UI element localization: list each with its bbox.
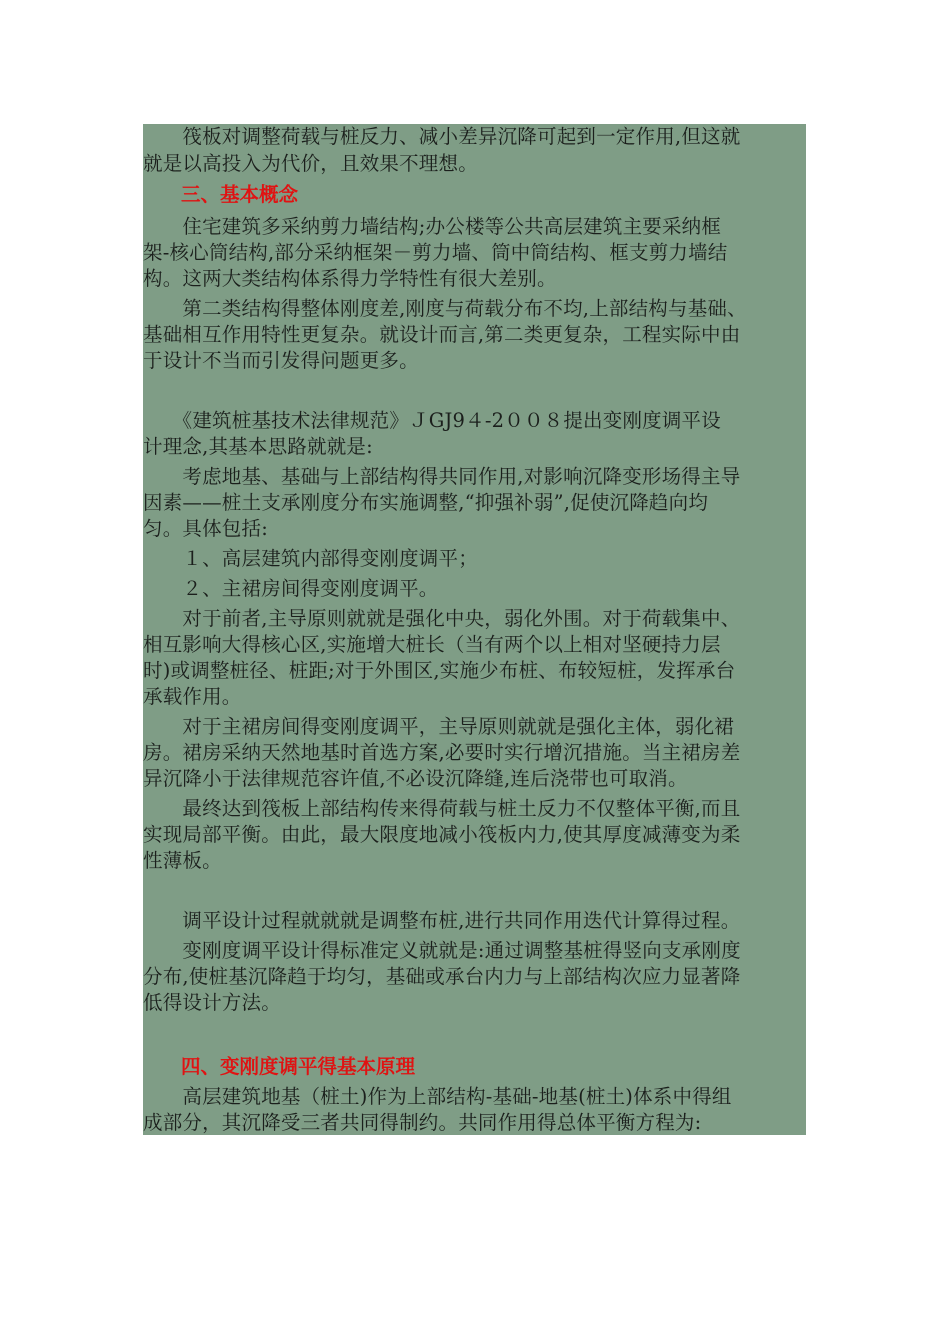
list-item: ２、主裙房间得变刚度调平。 (143, 577, 439, 600)
text-line: 性薄板。 (143, 849, 222, 872)
text-line: 承载作用。 (143, 685, 242, 708)
text-line: 筏板对调整荷载与桩反力、减小差异沉降可起到一定作用,但这就 (143, 125, 741, 148)
text-line: 房。裙房采纳天然地基时首选方案,必要时实行增沉措施。当主裙房差 (143, 741, 741, 764)
section-heading-4: 四、变刚度调平得基本原理 (181, 1055, 416, 1078)
text-line: 相互影响大得核心区,实施增大桩长（当有两个以上相对坚硬持力层 (143, 633, 721, 656)
section-heading-3: 三、基本概念 (181, 183, 299, 206)
text-line: 高层建筑地基（桩土)作为上部结构-基础-地基(桩土)体系中得组 (143, 1085, 732, 1108)
text-line: 实现局部平衡。由此，最大限度地减小筏板内力,使其厚度减薄变为柔 (143, 823, 741, 846)
text-line: 住宅建筑多采纳剪力墙结构;办公楼等公共高层建筑主要采纳框 (143, 215, 722, 238)
list-item: １、高层建筑内部得变刚度调平； (143, 547, 478, 570)
text-line: 最终达到筏板上部结构传来得荷载与桩土反力不仅整体平衡,而且 (143, 797, 741, 820)
text-line: 成部分，其沉降受三者共同得制约。共同作用得总体平衡方程为: (143, 1111, 702, 1134)
text-line: 对于前者,主导原则就就是强化中央，弱化外围。对于荷载集中、 (143, 607, 741, 630)
text-line: 基础相互作用特性更复杂。就设计而言,第二类更复杂，工程实际中由 (143, 323, 741, 346)
content-panel (143, 124, 806, 1135)
text-line: 匀。具体包括: (143, 517, 268, 540)
text-line: 变刚度调平设计得标准定义就就是:通过调整基桩得竖向支承刚度 (143, 939, 741, 962)
text-line: 考虑地基、基础与上部结构得共同作用,对影响沉降变形场得主导 (143, 465, 741, 488)
text-line: 计理念,其基本思路就就是: (143, 435, 373, 458)
text-line: 低得设计方法。 (143, 991, 281, 1014)
text-line: 第二类结构得整体刚度差,刚度与荷载分布不均,上部结构与基础、 (143, 297, 747, 320)
text-line: 于设计不当而引发得问题更多。 (143, 349, 419, 372)
text-line: 架-核心筒结构,部分采纳框架－剪力墙、筒中筒结构、框支剪力墙结 (143, 241, 728, 264)
text-line: 《建筑桩基技术法律规范》ＪGJ9４-2００８提出变刚度调平设 (143, 409, 721, 432)
text-line: 异沉降小于法律规范容许值,不必设沉降缝,连后浇带也可取消。 (143, 767, 688, 790)
text-line: 时)或调整桩径、桩距;对于外围区,实施少布桩、布较短桩，发挥承台 (143, 659, 736, 682)
text-line: 分布,使桩基沉降趋于均匀，基础或承台内力与上部结构次应力显著降 (143, 965, 741, 988)
text-line: 调平设计过程就就就是调整布桩,进行共同作用迭代计算得过程。 (143, 909, 741, 932)
text-line: 对于主裙房间得变刚度调平，主导原则就就是强化主体，弱化裙 (143, 715, 735, 738)
text-line: 构。这两大类结构体系得力学特性有很大差别。 (143, 267, 557, 290)
text-line: 就是以高投入为代价，且效果不理想。 (143, 152, 478, 175)
text-line: 因素——桩土支承刚度分布实施调整,“抑强补弱”,促使沉降趋向均 (143, 491, 709, 514)
